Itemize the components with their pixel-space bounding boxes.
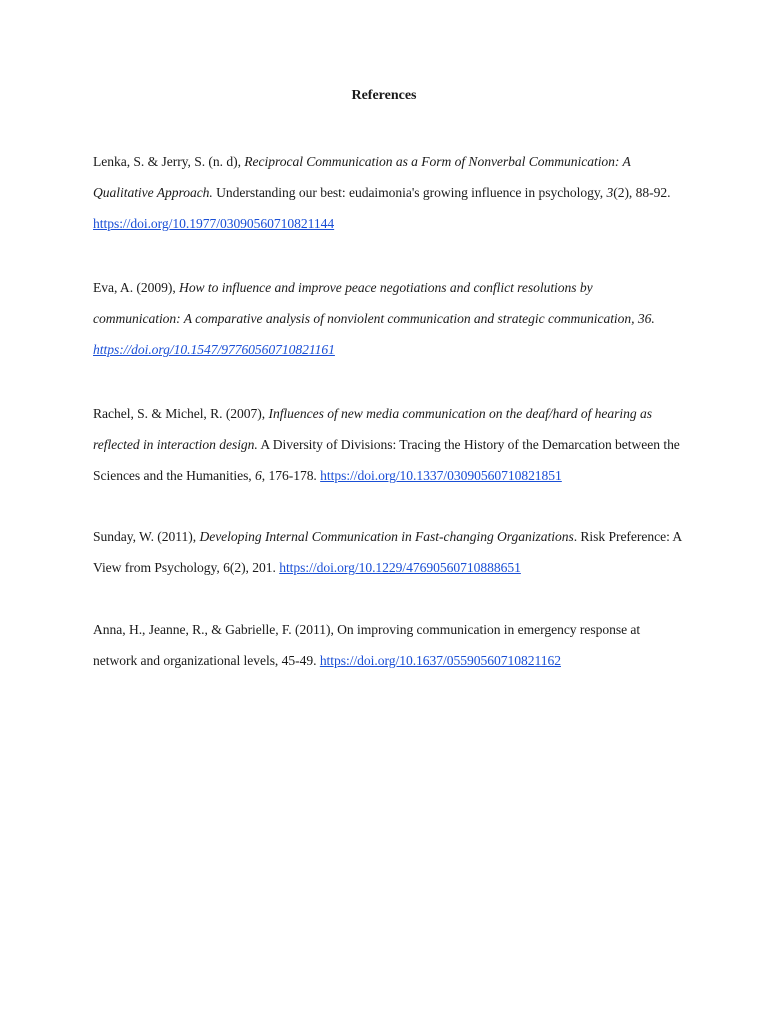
reference-title: How to influence and improve peace negotiations and conflict resolutions by communication: A comparative analysis of nonviolent communication and strategic communication, 36.	[93, 280, 655, 327]
reference-source-detail: , 176-178.	[261, 468, 317, 484]
reference-source: . Risk Preference: A View from Psychology, 6(2), 201.	[93, 529, 682, 576]
reference-authors: Rachel, S. & Michel, R. (2007),	[93, 406, 266, 421]
doi-link[interactable]: https://doi.org/10.1637/05590560710821162	[319, 653, 561, 669]
reference-entry	[93, 146, 683, 240]
reference-volume: 3	[606, 185, 614, 201]
reference-volume: 6	[255, 468, 262, 484]
reference-entry	[93, 272, 683, 366]
reference-entry	[93, 398, 683, 492]
reference-source: Understanding our best: eudaimonia's growing influence in psychology,	[216, 185, 604, 201]
reference-authors: Lenka, S. & Jerry, S. (n. d),	[93, 154, 241, 169]
doi-link[interactable]: https://doi.org/10.1977/03090560710821144	[93, 216, 335, 232]
reference-authors: Anna, H., Jeanne, R., & Gabrielle, F. (2011), On improving communication in emergency response at network and organizational levels, 45-49.	[93, 622, 641, 669]
doi-link[interactable]: https://doi.org/10.1229/47690560710888651	[279, 560, 521, 576]
doi-link[interactable]: https://doi.org/10.1337/03090560710821851	[320, 468, 562, 484]
reference-title: Reciprocal Communication as a Form of Nonverbal Communication: A Qualitative Approach.	[93, 154, 631, 201]
reference-title: Developing Internal Communication in Fast-changing Organizations	[199, 529, 574, 544]
reference-source-detail: (2), 88-92.	[613, 185, 671, 201]
reference-title: Influences of new media communication on the deaf/hard of hearing as reflected in interaction design.	[93, 406, 652, 453]
reference-authors: Eva, A. (2009),	[93, 280, 176, 295]
page-title: References	[351, 88, 417, 103]
doi-link[interactable]: https://doi.org/10.1547/97760560710821161	[93, 342, 335, 358]
reference-source: A Diversity of Divisions: Tracing the History of the Demarcation between the Sciences and the Humanities,	[93, 437, 680, 484]
reference-authors: Sunday, W. (2011),	[93, 529, 197, 544]
reference-entry	[93, 614, 683, 676]
reference-entry	[93, 521, 683, 583]
